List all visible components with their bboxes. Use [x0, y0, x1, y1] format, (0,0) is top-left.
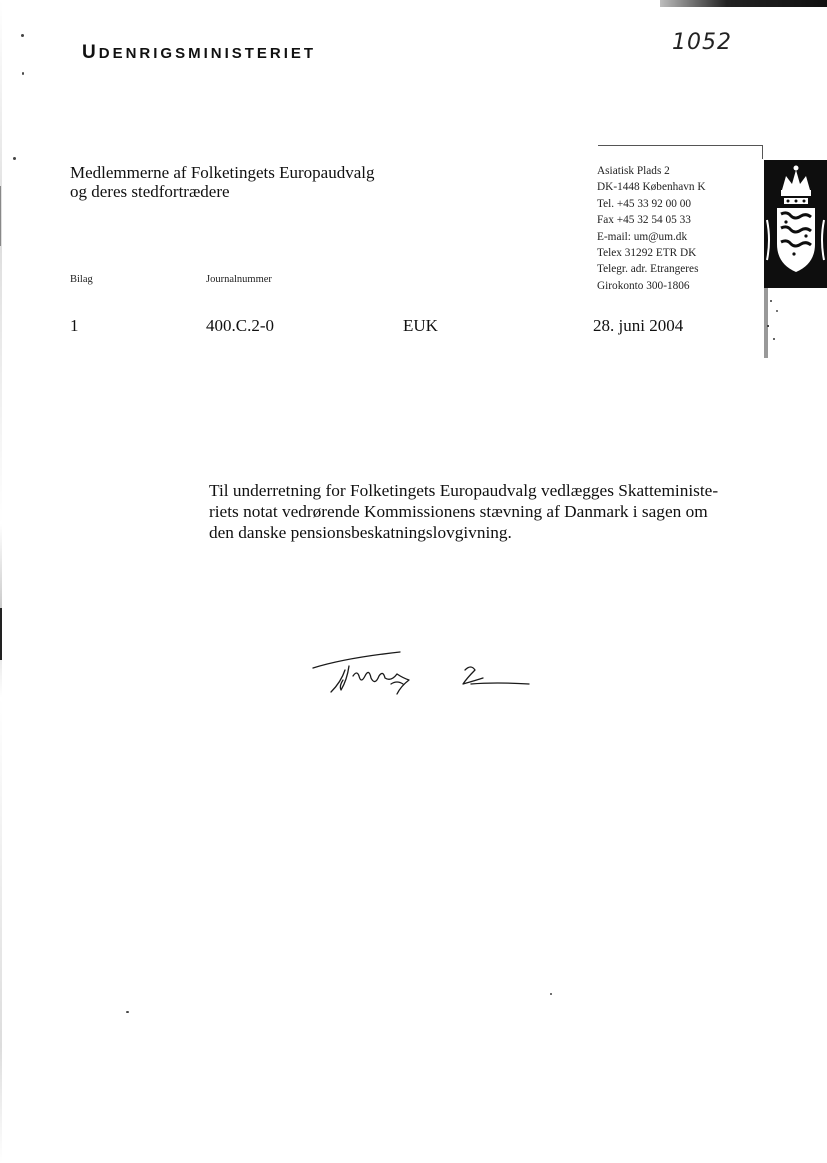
recipient-line-2: og deres stedfortrædere: [70, 182, 230, 201]
address-line: E-mail: um@um.dk: [597, 230, 688, 243]
letter-date: 28. juni 2004: [593, 316, 684, 335]
letterhead-initial: U: [82, 42, 99, 63]
address-line: Tel. +45 33 92 00 00: [597, 197, 692, 210]
scan-speck: [13, 157, 16, 160]
scan-edge-mark: [0, 186, 1, 246]
body-line: Til underretning for Folketingets Europaudvalg vedlægges Skatteministe-: [209, 481, 719, 500]
scan-left-edge: [0, 0, 2, 1163]
letter-body: [209, 480, 729, 543]
address-line: Telegr. adr. Etrangeres: [597, 263, 699, 276]
office-code: EUK: [403, 316, 438, 335]
body-line: den danske pensionsbeskatningslovgivning.: [209, 523, 512, 542]
bilag-value: 1: [70, 316, 79, 335]
body-line: riets notat vedrørende Kommissionens stævning af Danmark i sagen om: [209, 502, 708, 521]
letterhead-rest: DENRIGSMINISTERIET: [98, 45, 317, 62]
scan-edge-mark: [0, 608, 2, 660]
address-rule: [598, 145, 762, 146]
recipient-line-1: Medlemmerne af Folketingets Europaudvalg: [70, 163, 375, 182]
address-line: Telex 31292 ETR DK: [597, 247, 697, 260]
scan-speck: [126, 1011, 129, 1013]
handwritten-number: 1052: [672, 30, 732, 55]
journal-value: 400.C.2-0: [206, 316, 274, 335]
address-line: Girokonto 300-1806: [597, 279, 690, 292]
sender-address-block: [597, 163, 706, 294]
bilag-label: Bilag: [70, 274, 93, 285]
scan-speck: [22, 72, 24, 75]
scan-speck: [21, 34, 24, 37]
recipient-block: [70, 163, 375, 201]
scan-top-bar: [660, 0, 827, 7]
journal-label: Journalnummer: [206, 274, 272, 285]
address-line: Fax +45 32 54 05 33: [597, 214, 691, 227]
address-line: Asiatisk Plads 2: [597, 165, 670, 177]
address-rule-corner: [762, 145, 763, 159]
address-line: DK-1448 København K: [597, 181, 706, 194]
handwritten-signature: [305, 640, 545, 720]
ministry-letterhead: [82, 42, 316, 64]
scan-speck: [550, 993, 552, 995]
coat-of-arms-icon: [764, 160, 827, 360]
